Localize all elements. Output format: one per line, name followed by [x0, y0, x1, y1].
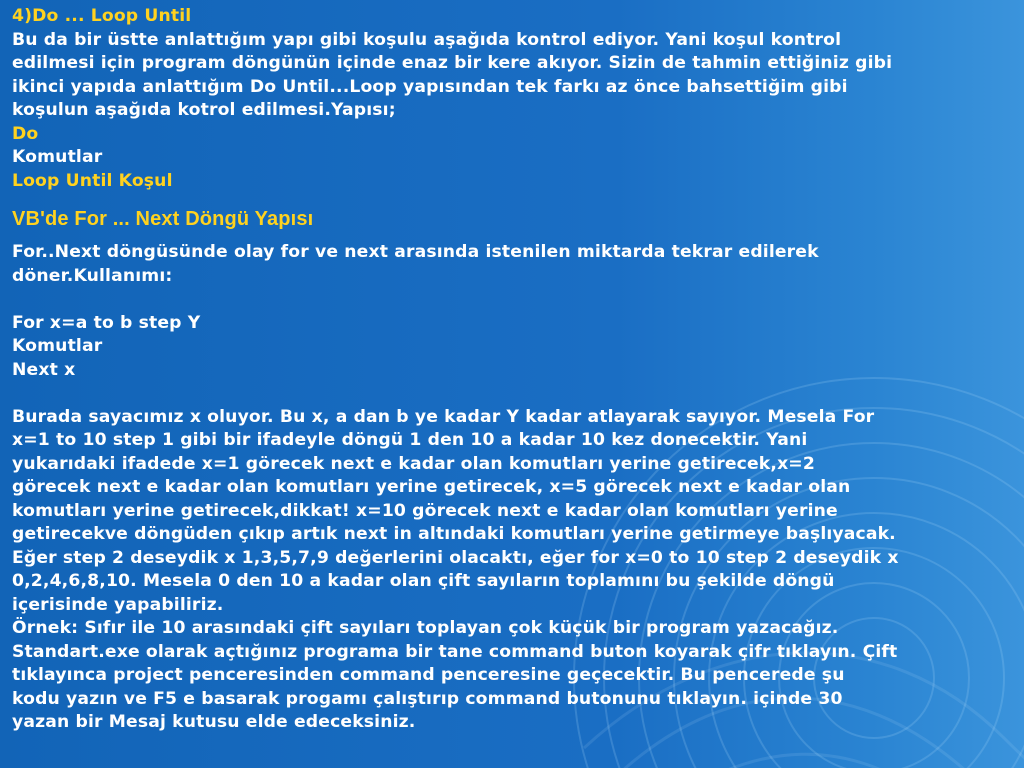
for-next-explanation-line: komutları yerine getirecek,dikkat! x=10 görecek next e kadar olan komutları yerine [12, 500, 838, 521]
slide-content [12, 5, 1016, 735]
for-next-example-line: Standart.exe olarak açtığınız programa bir tane command buton koyarak çifr tıklayın. Çift [12, 641, 898, 662]
for-next-example-line: Örnek: Sıfır ile 10 arasındaki çift sayıları toplayan çok küçük bir program yazacağız. [12, 618, 839, 638]
for-next-explanation-line: içerisinde yapabiliriz. [12, 594, 224, 615]
do-loop-description-line: edilmesi için program döngünün içinde enaz bir kere akıyor. Sizin de tahmin ettiğiniz gibi [12, 53, 893, 73]
for-next-syntax-line: Next x [12, 359, 76, 380]
spacer [12, 288, 1016, 312]
for-next-syntax-line: For x=a to b step Y [12, 312, 201, 333]
for-next-intro-line: döner.Kullanımı: [12, 265, 173, 286]
for-next-explanation-line: yukarıdaki ifadede x=1 görecek next e kadar olan komutları yerine getirecek,x=2 [12, 453, 815, 474]
for-next-explanation-line: Burada sayacımız x oluyor. Bu x, a dan b ye kadar Y kadar atlayarak sayıyor. Mesela For [12, 406, 875, 427]
spacer [12, 382, 1016, 406]
for-next-explanation-line: Eğer step 2 deseydik x 1,3,5,7,9 değerlerini olacaktı, eğer for x=0 to 10 step 2 deseydik x [12, 547, 899, 568]
syntax-loop-until-kosul: Loop Until Koşul [12, 170, 173, 191]
for-next-explanation-line: getirecekve döngüden çıkıp artık next in altındaki komutları yerine getirmeye başlıyacak. [12, 524, 896, 544]
do-loop-description-line: Bu da bir üstte anlattığım yapı gibi koşulu aşağıda kontrol ediyor. Yani koşul kontrol [12, 29, 842, 50]
for-next-explanation-line: x=1 to 10 step 1 gibi bir ifadeyle döngü 1 den 10 a kadar 10 kez donecektir. Yani [12, 430, 808, 450]
for-next-example-line: kodu yazın ve F5 e basarak progamı çalıştırıp command butonunu tıklayın. içinde 30 [12, 688, 843, 709]
syntax-body-komutlar: Komutlar [12, 147, 103, 167]
for-next-syntax-line: Komutlar [12, 336, 103, 356]
for-next-intro-line: For..Next döngüsünde olay for ve next arasında istenilen miktarda tekrar edilerek [12, 242, 819, 262]
for-next-example-line: tıklayınca project penceresinden command penceresine geçecektir. Bu pencerede şu [12, 665, 845, 685]
do-loop-description-line: ikinci yapıda anlattığım Do Until...Loop yapısından tek farkı az önce bahsettiğim gibi [12, 76, 848, 97]
section-title-do-loop-until: 4)Do ... Loop Until [12, 6, 192, 26]
do-loop-description-line: koşulun aşağıda kotrol edilmesi.Yapısı; [12, 100, 396, 120]
for-next-example-line: yazan bir Mesaj kutusu elde edeceksiniz. [12, 712, 416, 732]
for-next-explanation-line: görecek next e kadar olan komutları yerine getirecek, x=5 görecek next e kadar olan [12, 477, 851, 497]
for-next-explanation-line: 0,2,4,6,8,10. Mesela 0 den 10 a kadar olan çift sayıların toplamını bu şekilde döngü [12, 571, 835, 591]
section-heading-for-next: VB'de For ... Next Döngü Yapısı [12, 208, 314, 230]
syntax-do-keyword: Do [12, 123, 39, 144]
